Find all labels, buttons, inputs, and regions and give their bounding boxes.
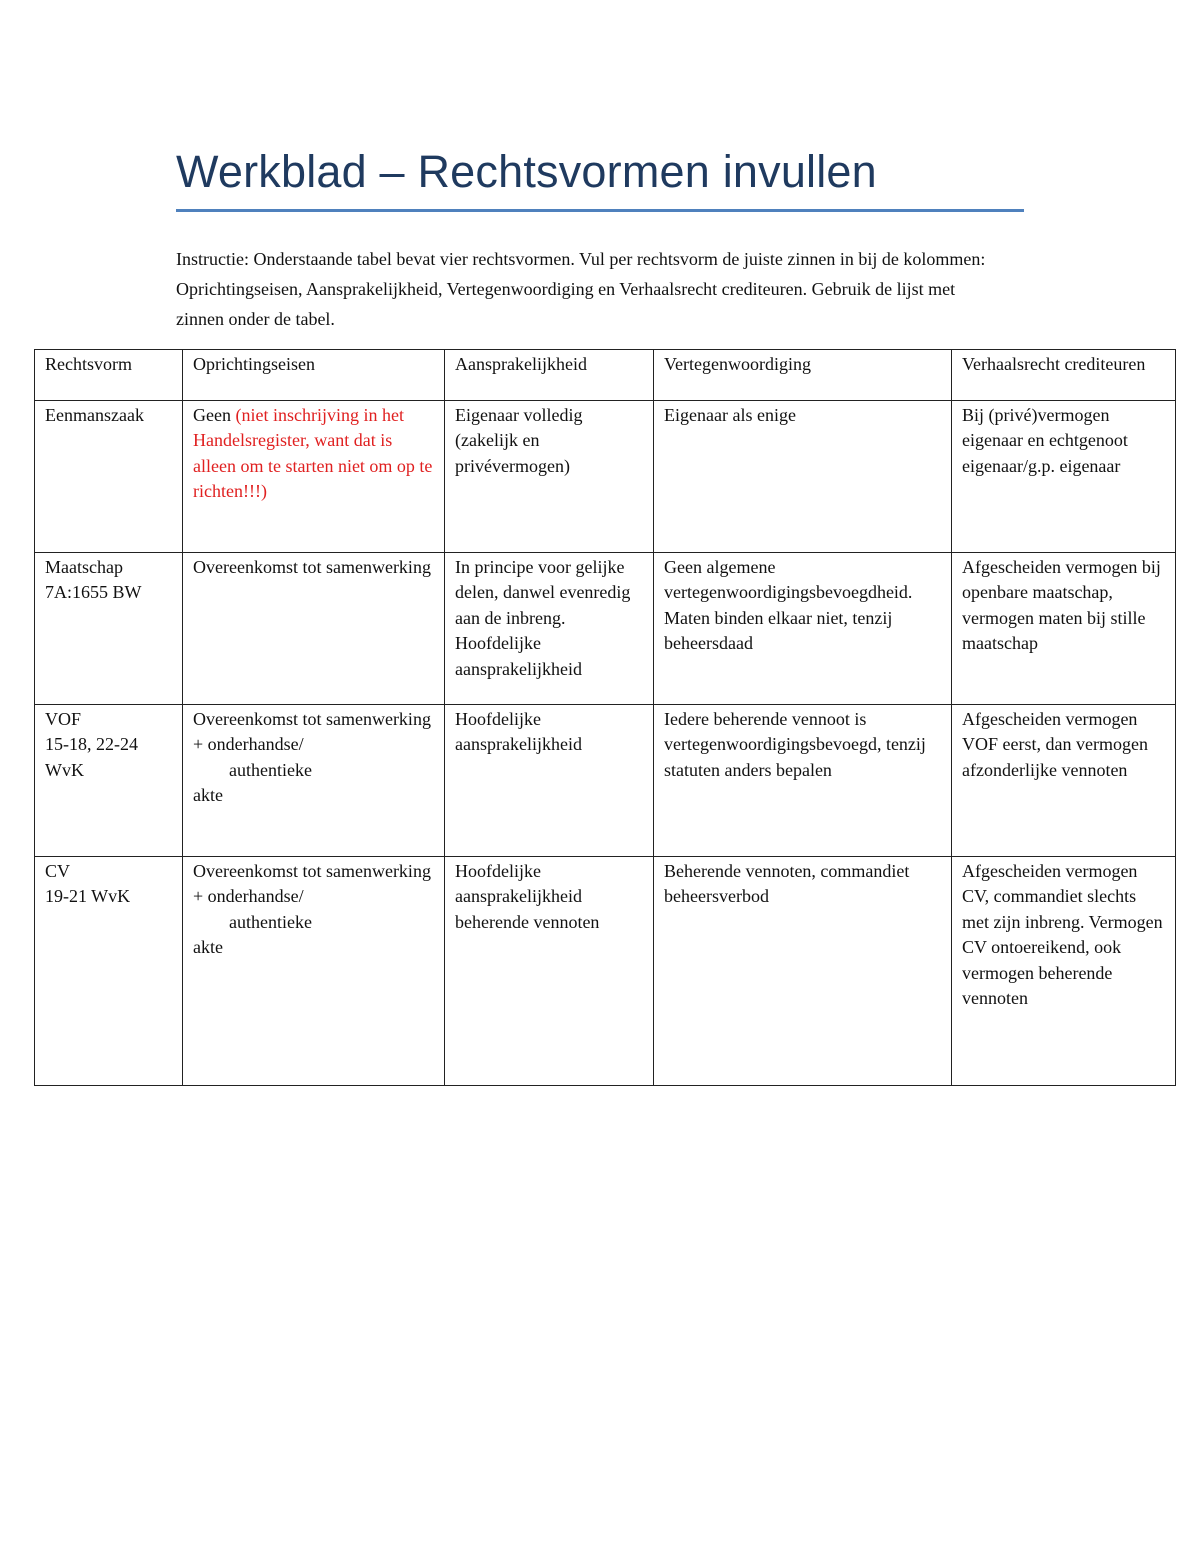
table-row-cv [35, 857, 1176, 1086]
cell-oprichtingseisen: Overeenkomst tot samenwerking [183, 553, 445, 705]
cell-oprichtingseisen [183, 401, 445, 553]
rechtsvorm-article: 19-21 WvK [45, 886, 131, 907]
cell-rechtsvorm [35, 705, 183, 857]
oprichting-prefix: Geen [193, 405, 236, 425]
rechtsvormen-table [34, 349, 1176, 1086]
cell-vertegenwoordiging: Geen algemene vertegenwoordigingsbevoegdheid. Maten binden elkaar niet, tenzij beheersdaad [654, 553, 952, 705]
cell-vertegenwoordiging: Eigenaar als enige [654, 401, 952, 553]
rechtsvorm-name: CV [45, 861, 71, 881]
rechtsvorm-name: Maatschap [45, 557, 123, 577]
cell-vertegenwoordiging: Beherende vennoten, commandiet beheersverbod [654, 857, 952, 1086]
cell-verhaalsrecht: Afgescheiden vermogen bij openbare maatschap, vermogen maten bij stille maatschap [952, 553, 1176, 705]
oprichting-remark: (niet inschrijving in het Handelsregister, want dat is alleen om te starten niet om op te richten!!!) [193, 405, 433, 502]
cell-vertegenwoordiging: Iedere beherende vennoot is vertegenwoordigingsbevoegd, tenzij statuten anders bepalen [654, 705, 952, 857]
oprichting-line: Overeenkomst tot samenwerking + onderhandse/ [193, 861, 431, 907]
instruction-text: Instructie: Onderstaande tabel bevat vier rechtsvormen. Vul per rechtsvorm de juiste zinnen in bij de kolommen: Oprichtingseisen, Aansprakelijkheid, Vertegenwoordiging en Verhaalsrecht crediteuren. Gebruik de lijst met zinnen onder de tabel. [176, 249, 986, 329]
rechtsvorm-law: WvK [45, 759, 84, 780]
title-underline [176, 209, 1024, 212]
cell-verhaalsrecht: Afgescheiden vermogen VOF eerst, dan vermogen afzonderlijke vennoten [952, 705, 1176, 857]
cell-verhaalsrecht: Afgescheiden vermogen CV, commandiet slechts met zijn inbreng. Vermogen CV ontoereikend, ook vermogen beherende vennoten [952, 857, 1176, 1086]
table-row-eenmanszaak [35, 401, 1176, 553]
rechtsvorm-name: VOF [45, 709, 82, 729]
cell-oprichtingseisen [183, 857, 445, 1086]
cell-rechtsvorm [35, 857, 183, 1086]
header-verhaalsrecht: Verhaalsrecht crediteuren [952, 350, 1176, 401]
cell-aansprakelijkheid: Hoofdelijke aansprakelijkheid [445, 705, 654, 857]
table-header-row [35, 350, 1176, 401]
cell-rechtsvorm [35, 401, 183, 553]
oprichting-line: akte [193, 785, 223, 806]
cell-aansprakelijkheid: Hoofdelijke aansprakelijkheid beherende vennoten [445, 857, 654, 1086]
oprichting-line: authentieke [229, 911, 312, 932]
cell-verhaalsrecht: Bij (privé)vermogen eigenaar en echtgenoot eigenaar/g.p. eigenaar [952, 401, 1176, 553]
cell-oprichtingseisen [183, 705, 445, 857]
cell-aansprakelijkheid: In principe voor gelijke delen, danwel evenredig aan de inbreng. Hoofdelijke aansprakelijkheid [445, 553, 654, 705]
table-row-vof [35, 705, 1176, 857]
oprichting-line: akte [193, 937, 223, 958]
oprichting-line: Overeenkomst tot samenwerking + onderhandse/ [193, 709, 431, 755]
cell-rechtsvorm [35, 553, 183, 705]
header-oprichtingseisen: Oprichtingseisen [183, 350, 445, 401]
header-rechtsvorm: Rechtsvorm [35, 350, 183, 401]
oprichting-line: authentieke [229, 759, 312, 780]
rechtsvorm-article: 7A:1655 BW [45, 582, 142, 603]
table-row-maatschap [35, 553, 1176, 705]
header-vertegenwoordiging: Vertegenwoordiging [654, 350, 952, 401]
page-title: Werkblad – Rechtsvormen invullen [176, 146, 877, 197]
header-aansprakelijkheid: Aansprakelijkheid [445, 350, 654, 401]
cell-aansprakelijkheid: Eigenaar volledig (zakelijk en privévermogen) [445, 401, 654, 553]
rechtsvorm-name: Eenmanszaak [45, 405, 144, 425]
rechtsvorm-article: 15-18, 22-24 [45, 734, 138, 755]
